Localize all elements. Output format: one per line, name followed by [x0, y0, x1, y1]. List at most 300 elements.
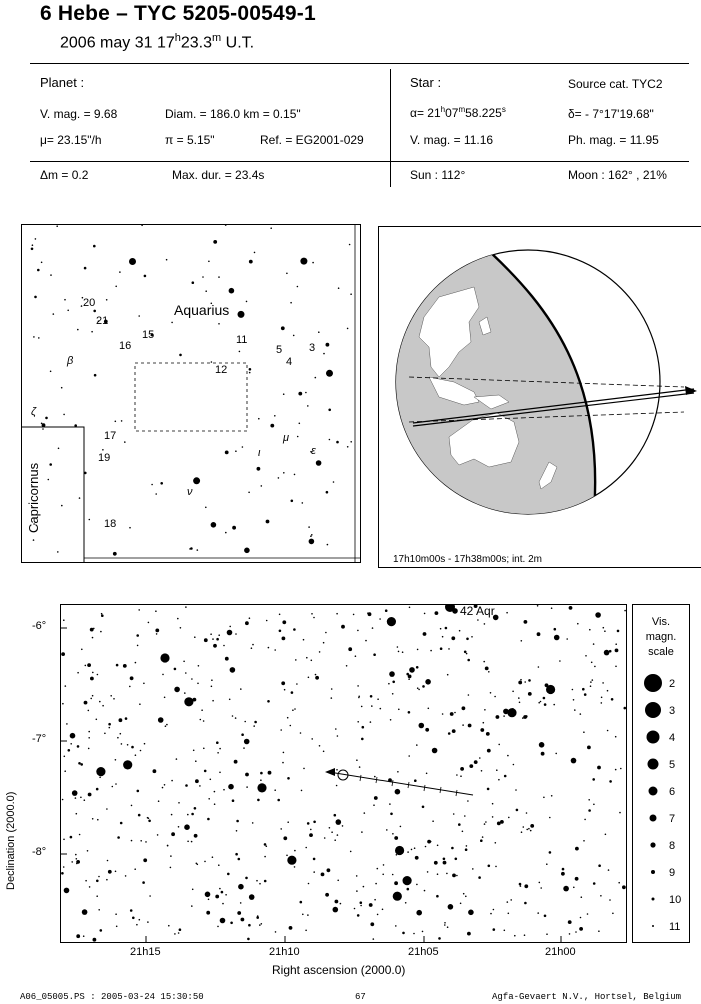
background-star [530, 824, 534, 828]
background-star [297, 436, 299, 438]
background-star [464, 815, 466, 817]
date-prefix: 2006 may 31 17 [60, 34, 175, 52]
background-star [160, 653, 169, 662]
background-star [93, 938, 97, 942]
background-star [258, 418, 260, 420]
background-star [608, 869, 610, 871]
background-star [575, 847, 579, 851]
background-star [68, 749, 71, 752]
background-star [216, 741, 219, 744]
background-star [197, 683, 199, 685]
background-star [115, 421, 117, 423]
background-star [246, 786, 248, 788]
background-star [467, 659, 470, 662]
background-star [619, 812, 621, 814]
background-star [495, 842, 497, 844]
background-star [342, 825, 344, 827]
background-star [498, 779, 500, 781]
background-star [106, 808, 108, 810]
background-star [615, 643, 617, 645]
background-star [282, 637, 286, 641]
hour-unit: h [174, 32, 181, 44]
constellation-aquarius: Aquarius [174, 302, 230, 318]
background-star [234, 760, 238, 764]
background-star [467, 932, 471, 936]
background-star [624, 610, 626, 612]
background-star [569, 606, 573, 610]
background-star [266, 620, 268, 622]
background-star [225, 532, 227, 534]
background-star [148, 820, 151, 823]
background-star [331, 688, 333, 690]
background-star [76, 813, 78, 815]
ra-minute-unit: m [458, 105, 466, 114]
background-star [88, 737, 90, 739]
background-star [71, 861, 73, 863]
background-star [129, 258, 136, 265]
background-star [194, 807, 197, 810]
background-star [100, 929, 103, 932]
background-star [364, 812, 366, 814]
background-star [64, 756, 66, 758]
background-star [337, 735, 339, 737]
background-star [229, 626, 231, 628]
background-star [62, 703, 64, 705]
background-star [290, 302, 292, 304]
background-star [466, 638, 469, 641]
background-star [115, 913, 117, 915]
background-star [236, 830, 238, 832]
background-star [248, 924, 251, 927]
background-star [218, 634, 220, 636]
background-star [601, 702, 603, 704]
background-star [75, 797, 77, 799]
background-star [134, 868, 136, 870]
background-star [526, 829, 528, 831]
background-star [480, 839, 483, 842]
background-star [466, 845, 468, 847]
background-star [191, 841, 193, 843]
detail-stars [61, 605, 626, 942]
ra-tick-21h10: 21h10 [269, 946, 300, 958]
background-star [598, 864, 601, 867]
background-star [468, 694, 470, 696]
background-star [292, 709, 294, 711]
background-star [119, 271, 121, 273]
background-star [390, 719, 392, 721]
background-star [211, 522, 217, 528]
background-star [444, 924, 446, 926]
mag-dot-9 [651, 870, 655, 874]
background-star [551, 607, 553, 609]
background-star [174, 933, 176, 935]
background-star [235, 450, 237, 452]
background-star [360, 905, 362, 907]
background-star [593, 882, 596, 885]
background-star [355, 655, 357, 657]
background-star [466, 653, 468, 655]
background-star [283, 472, 285, 474]
background-star [192, 281, 195, 284]
background-star [442, 713, 444, 715]
background-star [108, 870, 112, 874]
background-star [374, 899, 376, 901]
background-star [194, 834, 198, 838]
background-star [147, 817, 149, 819]
background-star [437, 845, 439, 847]
background-star [257, 783, 266, 792]
label-zeta: ζ [31, 406, 37, 418]
background-star [110, 695, 112, 697]
background-star [211, 361, 213, 363]
background-star [212, 700, 214, 702]
background-star [492, 803, 494, 805]
background-star [101, 614, 104, 617]
background-star [336, 819, 342, 825]
background-star [280, 729, 282, 731]
background-star [184, 697, 193, 706]
background-star [97, 819, 99, 821]
background-star [331, 831, 333, 833]
background-star [336, 441, 339, 444]
background-star [88, 793, 92, 797]
background-star [48, 479, 50, 481]
background-star [418, 689, 420, 691]
background-star [147, 921, 149, 923]
background-star [313, 871, 315, 873]
background-star [198, 665, 200, 667]
background-star [454, 712, 456, 714]
background-star [405, 902, 407, 904]
background-star [340, 903, 342, 905]
background-star [313, 821, 316, 824]
background-star [375, 883, 377, 885]
background-star [350, 293, 352, 295]
background-star [521, 640, 523, 642]
background-star [315, 676, 319, 680]
background-star [239, 351, 241, 353]
background-star [323, 353, 325, 355]
background-star [115, 783, 117, 785]
background-star [219, 748, 221, 750]
background-star [293, 335, 295, 337]
background-star [327, 868, 331, 872]
background-star [398, 651, 400, 653]
background-star [227, 873, 230, 876]
background-star [373, 804, 375, 806]
background-star [464, 651, 467, 654]
background-star [524, 884, 528, 888]
footer-page-number: 67 [355, 992, 366, 1002]
finder-chart [21, 224, 361, 563]
background-star [393, 892, 402, 901]
background-star [481, 770, 483, 772]
mag-label-6: 6 [669, 786, 676, 798]
background-star [377, 914, 379, 916]
mag-values [669, 678, 681, 933]
background-star [372, 627, 374, 629]
background-star [373, 653, 376, 656]
label-mu: μ [283, 432, 290, 444]
label-nu: ν [187, 486, 193, 498]
background-star [451, 847, 454, 850]
background-star [526, 812, 528, 814]
background-star [64, 770, 66, 772]
background-star [294, 708, 296, 710]
background-star [251, 647, 253, 649]
background-star [84, 701, 88, 705]
background-star [245, 621, 249, 625]
background-star [225, 225, 227, 226]
background-star [113, 698, 115, 700]
background-star [554, 635, 560, 641]
ra-tick-21h15: 21h15 [130, 946, 161, 958]
background-star [261, 923, 263, 925]
background-star [503, 715, 505, 717]
background-star [490, 692, 492, 694]
magnitude-scale [632, 604, 690, 943]
scale-title-line-3: scale [648, 646, 674, 658]
label-17: 17 [104, 430, 117, 442]
background-star [294, 474, 296, 476]
background-star [438, 937, 441, 940]
background-star [512, 708, 514, 710]
background-star [254, 252, 256, 254]
ra-prefix: α= 21 [410, 106, 441, 120]
background-star [89, 886, 91, 888]
background-star [156, 633, 158, 635]
background-star [228, 784, 234, 790]
background-star [513, 764, 515, 766]
background-star [274, 789, 276, 791]
background-star [568, 920, 572, 924]
background-star [581, 896, 583, 898]
background-star [112, 786, 114, 788]
background-star [463, 893, 465, 895]
background-star [482, 836, 484, 838]
background-star [79, 834, 81, 836]
dec-tick--6: -6° [32, 620, 47, 632]
background-star [604, 650, 610, 656]
mag-dot-11 [652, 925, 654, 927]
background-star [493, 928, 496, 931]
ra-tick-21h05: 21h05 [408, 946, 439, 958]
background-star [587, 746, 591, 750]
background-star [395, 925, 397, 927]
background-star [416, 744, 418, 746]
background-star [390, 813, 393, 816]
background-star [98, 909, 100, 911]
background-star [358, 697, 360, 699]
background-star [462, 831, 464, 833]
background-star [595, 612, 601, 618]
background-star [164, 697, 166, 699]
mag-dot-6 [649, 787, 658, 796]
background-star [155, 493, 157, 495]
background-star [131, 840, 133, 842]
label-20: 20 [83, 297, 96, 309]
background-star [193, 477, 200, 484]
finder-labels [31, 297, 316, 530]
background-star [561, 872, 565, 876]
background-star [124, 441, 126, 443]
background-star [537, 912, 539, 914]
background-star [357, 685, 359, 687]
background-star [308, 677, 310, 679]
mag-label-10: 10 [669, 894, 682, 906]
axis-ticks [61, 628, 561, 942]
background-star [601, 697, 603, 699]
background-star [115, 286, 117, 288]
background-star [308, 526, 310, 528]
background-star [356, 875, 358, 877]
background-star [496, 769, 498, 771]
background-star [170, 867, 172, 869]
background-star [98, 876, 100, 878]
background-star [88, 748, 90, 750]
background-star [402, 932, 405, 935]
background-star [546, 863, 548, 865]
background-star [35, 238, 37, 240]
background-star [423, 632, 427, 636]
background-star [543, 697, 546, 700]
background-star [450, 712, 454, 716]
background-star [609, 780, 612, 783]
background-star [238, 858, 241, 861]
background-star [587, 913, 589, 915]
label-iota: ι [258, 447, 261, 459]
background-star [92, 637, 94, 639]
background-star [407, 888, 410, 891]
background-star [142, 881, 145, 884]
background-star [278, 477, 280, 479]
mag-label-11: 11 [669, 921, 681, 933]
background-star [305, 392, 307, 394]
background-star [484, 823, 486, 825]
background-star [485, 667, 489, 671]
background-star [277, 799, 280, 802]
background-star [221, 891, 224, 894]
scale-title-line-2: magn. [645, 631, 677, 643]
background-star [416, 884, 418, 886]
background-star [373, 938, 375, 940]
background-star [537, 605, 539, 607]
background-star [497, 822, 501, 826]
background-star [208, 798, 210, 800]
background-star [318, 331, 320, 333]
background-star [307, 405, 309, 407]
background-star [495, 866, 497, 868]
background-star [286, 273, 288, 275]
background-star [96, 767, 105, 776]
background-star [620, 768, 622, 770]
background-star [201, 709, 203, 711]
background-star [99, 777, 101, 779]
background-star [259, 924, 261, 926]
background-star [468, 910, 474, 916]
background-star [32, 244, 34, 246]
label-4: 4 [286, 356, 293, 368]
background-star [270, 227, 272, 229]
background-star [562, 868, 565, 871]
delta-magnitude: Δm = 0.2 [40, 168, 89, 182]
background-star [435, 611, 439, 615]
background-star [368, 612, 372, 616]
background-star [427, 871, 429, 873]
background-star [117, 836, 120, 839]
background-star [492, 816, 494, 818]
background-star [230, 667, 236, 673]
background-star [75, 854, 77, 856]
mag-label-9: 9 [669, 867, 676, 879]
ra-second-unit: s [501, 105, 506, 114]
background-star [313, 617, 315, 619]
background-star [370, 695, 373, 698]
scale-svg [633, 605, 689, 942]
background-star [41, 262, 43, 264]
background-star [87, 663, 91, 667]
background-star [291, 500, 294, 503]
footer-file-info: A06_05005.PS : 2005-03-24 15:30:50 [20, 992, 204, 1002]
background-star [484, 623, 486, 625]
background-star [294, 866, 296, 868]
background-star [266, 520, 270, 524]
background-star [361, 831, 363, 833]
background-star [155, 610, 157, 612]
background-star [143, 858, 147, 862]
background-star [127, 744, 129, 746]
background-star [574, 709, 576, 711]
background-star [563, 886, 569, 892]
background-star [138, 609, 140, 611]
star-right-ascension [410, 105, 506, 120]
background-star [469, 764, 473, 768]
background-star [218, 276, 220, 278]
background-star [237, 911, 241, 915]
background-star [357, 721, 359, 723]
background-star [155, 629, 159, 633]
background-star [291, 691, 294, 694]
background-star [229, 699, 231, 701]
background-star [89, 519, 91, 521]
background-star [329, 439, 331, 441]
background-star [115, 759, 117, 761]
info-middle-rule [30, 161, 689, 162]
background-star [90, 677, 94, 681]
background-star [528, 692, 532, 696]
star-42-aqr-label: 42 Aqr [460, 605, 495, 618]
planet-vmag: V. mag. = 9.68 [40, 107, 118, 121]
background-star [360, 901, 363, 904]
background-star [249, 260, 253, 264]
background-star [571, 758, 577, 764]
background-star [508, 817, 510, 819]
background-star [566, 638, 568, 640]
background-star [245, 773, 249, 777]
background-star [307, 914, 309, 916]
background-star [153, 769, 157, 773]
ra-seconds: 58.225 [465, 106, 502, 120]
globe-panel [378, 226, 701, 568]
background-star [282, 620, 286, 624]
background-star [515, 789, 517, 791]
background-star [419, 723, 423, 727]
background-star [257, 467, 261, 471]
background-star [120, 733, 122, 735]
label-18: 18 [104, 518, 117, 530]
background-star [149, 895, 151, 897]
background-star [392, 681, 395, 684]
